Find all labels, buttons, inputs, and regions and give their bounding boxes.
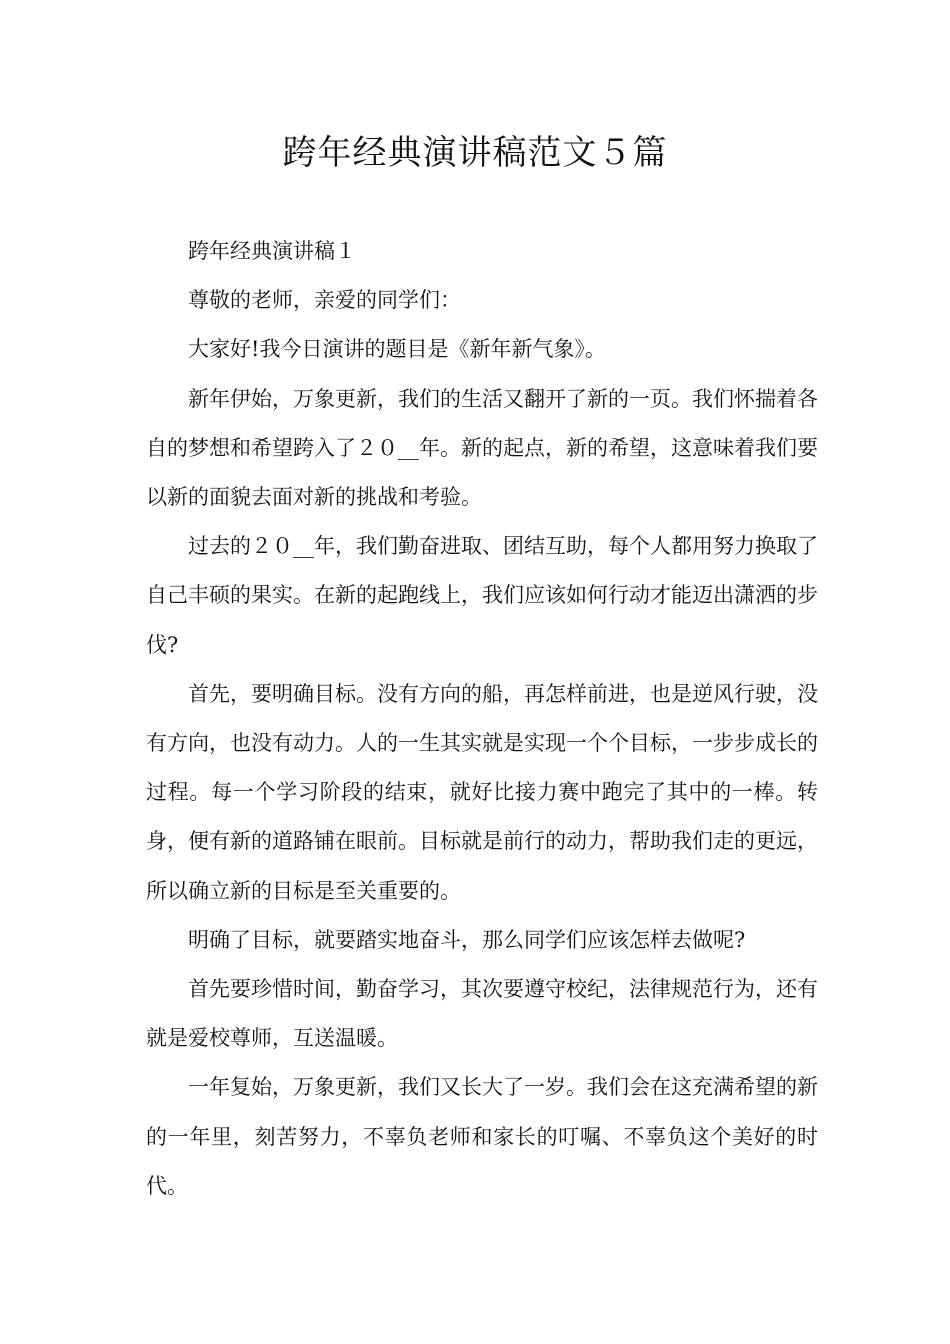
- document-body: [146, 227, 818, 1211]
- salutation-paragraph: 尊敬的老师，亲爱的同学们：: [188, 288, 461, 313]
- document-title: 跨年经典演讲稿范文５篇: [282, 133, 668, 173]
- body-paragraph: 过去的２０__年，我们勤奋进取、团结互助，每个人都用努力换取了自己丰硕的果实。在新的起跑线上，我们应该如何行动才能迈出潇洒的步伐?: [146, 534, 818, 657]
- greeting-paragraph: 大家好!我今日演讲的题目是《新年新气象》。: [188, 337, 606, 362]
- body-paragraph: 明确了目标，就要踏实地奋斗，那么同学们应该怎样去做呢?: [188, 927, 746, 952]
- body-paragraph: 一年复始，万象更新，我们又长大了一岁。我们会在这充满希望的新的一年里，刻苦努力，不辜负老师和家长的叮嘱、不辜负这个美好的时代。: [146, 1075, 818, 1198]
- body-paragraph: 新年伊始，万象更新，我们的生活又翻开了新的一页。我们怀揣着各自的梦想和希望跨入了２０__年。新的起点，新的希望，这意味着我们要以新的面貌去面对新的挑战和考验。: [146, 386, 818, 510]
- body-paragraph: 首先，要明确目标。没有方向的船，再怎样前进，也是逆风行驶，没有方向，也没有动力。人的一生其实就是实现一个个目标，一步步成长的过程。每一个学习阶段的结束，就好比接力赛中跑完了其中的一棒。转身，便有新的道路铺在眼前。目标就是前行的动力，帮助我们走的更远，所以确立新的目标是至关重要的。: [146, 681, 818, 903]
- section-heading: 跨年经典演讲稿１: [188, 239, 356, 263]
- body-paragraph: 首先要珍惜时间，勤奋学习，其次要遵守校纪，法律规范行为，还有就是爱校尊师，互送温暖。: [146, 977, 818, 1051]
